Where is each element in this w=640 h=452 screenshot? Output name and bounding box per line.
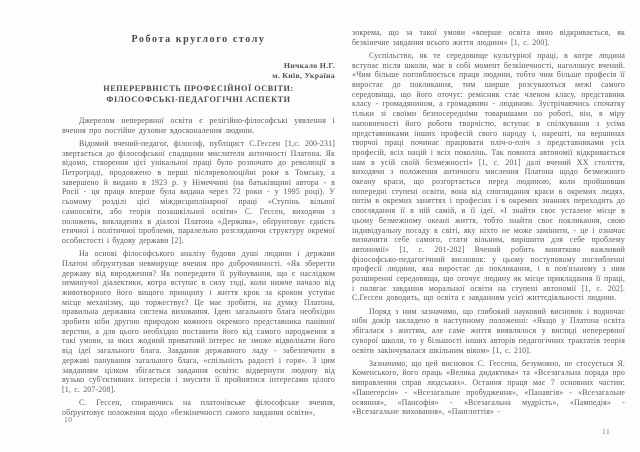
paragraph-continuation: зокрема, що за такої умови «вперше освіта явно відкривається, як безкінечне завдання всього життя людини» [1, с. 200]. (352, 28, 625, 47)
right-page (352, 0, 625, 452)
paragraph: Джерелом неперервної освіти є релігійно-філософські уявлення і вчення про постійне духовне вдосконалення людини. (62, 116, 335, 135)
page-number-left: 10 (64, 415, 73, 424)
article-title-line1: НЕПЕРЕРВНІСТЬ ПРОФЕСІЙНОЇ ОСВІТИ: (103, 84, 294, 93)
left-page (62, 0, 335, 452)
paragraph: Суспільство, як те середовище культурної праці, в котре людина вступає після школи, має в собі момент безкінечності, наголошує вчений. «Чим більше поглиблюється праця людини, тобто чим більше професія її виростає до покликання, тим ширше розсуваються межі самого середовища, що його оточує: ремісник стає членом класу, представник класу - громадянином, а громадянин - людиною. Зустрічаючись спочатку тільки зі своїми безпосередніми товаришами по роботі, він, в міру наповненості його роботи творчістю, вступає в спілкування з усіма представниками інших професій свого народу і, нарешті, на вершинах творчої праці починає працювати пліч-о-пліч з представниками усіх професій, всіх націй і всіх поколінь. Так повнота автономії відкривається нам в усій своїй безмежності» [1, с. 201] далі вчений XX століття, виходячи з положення античного мислення Платона щодо безмежного океану краси, що розгортається перед людиною, коли пройшовши попередні ступені освіти, вона від споглядання краси в окремих людях, потім в окремих заняттях і професіях і в окремих знаннях переходить до споглядання її в ній самій, в її ідеї. «І знайти своє усталене місце в цьому безмежному океані життя, тобто знайти своє покликання, свою індивідуальну посаду в світі, яку ніхто не може замінити, - це і означає визначити себе самого, стати вільним, вирішити для себе проблему автономії» [1, с. 201-202] Вчений робить винятково важливий філософсько-педагогічний висновок: у цьому поступовому поглибленні професії людини, яка виростає до покликання, і в пов'язаному з ним розширенні середовища, що оточує людину як місце прикладання її праці, і полягає завдання моральної освіти на ступені автономії [1, с. 202]. С.Гессен доводить, що освіта є завданням усієї життєдіяльності людини. (352, 50, 625, 303)
paragraph: Відомий вчений-педагог, філософ, публіцист С.Гессен [1,с. 200-231] звертається до філософської спадщини мислителя античності Платона. Як відомо, створення цієї унікальної праці було розпочато до революції в Петрограді, продовжено в перші післяреволюційні роки в Томську, а завершено й видано в 1923 р. у Німеччині (на батьківщині автора - в Росії - ця праця вперше була видана через 72 роки - у 1995 році). У сьомому розділі цієї міждисциплінарної праці «Ступінь вільної самоосвіти, або теорія позашкільної освіти» С. Гессен, виходячи з положень, викладених в діалозі Платона «Держава», обґрунтовує єдність етичної і політичної проблеми, паралельно розглядаючи структуру окремої особистості і будову держави [2]. (62, 138, 335, 245)
paragraph: Поряд з ним зазначимо, що глибокий науковий висновок і водночас ніби докір закладено в наступному положенні: «Якщо у Платона освіта збігалася з життям, але саме життя виявлялося у вигляді неперервної суворої школи, то у більшості інших авторів педагогічних трактатів теорія освіти закінчувалася шкільним віком» [1, с. 210]. (352, 306, 625, 355)
author-name: Ничкало Н.Г. (283, 61, 335, 70)
section-title: Робота круглого столу (131, 34, 266, 45)
left-page-body (62, 116, 335, 418)
page-number-right: 11 (602, 427, 611, 436)
paragraph: На основі філософського аналізу будови душі людини і держави Платон обґрунтував невмируще вчення про доброчинності. «Як зберегти державу від виродження? Як попередити її руйнування, що є наслідком неминучої діалектики, котра вступає в силу тоді, коли нижче начало від животворного його вищого принципу і життя крок за кроком уступає місце механізму, що торжествує? Це має зробити, на думку Платона, правильна державна система виховання. Ідею загального блага необхідно зробити ніби другою природою кожного окремого представника панівної верстви, а для цього необхідно поставити його від самого народження в такі умови, за яких жодний приватний інтерес не зможе відволікати його від ідеї загального блага. Завдання державного ладу - забезпечити в державі панування загального блага, «спільність радості і горя». З цим завданням цілком збігається завдання освіти: відвернути людину від вузько суб'єктивних інтересів і змусити її пройнятися інтересами цілого [1, с. 207-208]. (62, 249, 335, 394)
article-title-line2: ФІЛОСОФСЬКІ-ПЕДАГОГІЧНІ АСПЕКТИ (106, 94, 291, 104)
article-title (62, 84, 335, 105)
paragraph: Зазначимо, що цей висновок С. Гессена, безумовно, не стосується Я. Коменського, його праць «Велика дидактика» та «Всезагальна порада про виправлення справ людських». Остання праця має 7 основних частин: «Панегерсія» - «Всезагальне пробудження», «Панавгія» - «Всезагальне осяяння», «Пансофія» - «Всезагальна мудрість», «Пампедія» - «Всезагальне виховання», «Панглоттія» - (352, 358, 625, 417)
author-location: м. Київ, Україна (272, 71, 335, 80)
paragraph: С. Гессен, спираючись на платонівське філософське вчення, обґрунтовує положення щодо «безкінечності самого завдання освіти», (62, 398, 335, 417)
right-page-body (352, 28, 625, 417)
byline-block (62, 61, 335, 81)
